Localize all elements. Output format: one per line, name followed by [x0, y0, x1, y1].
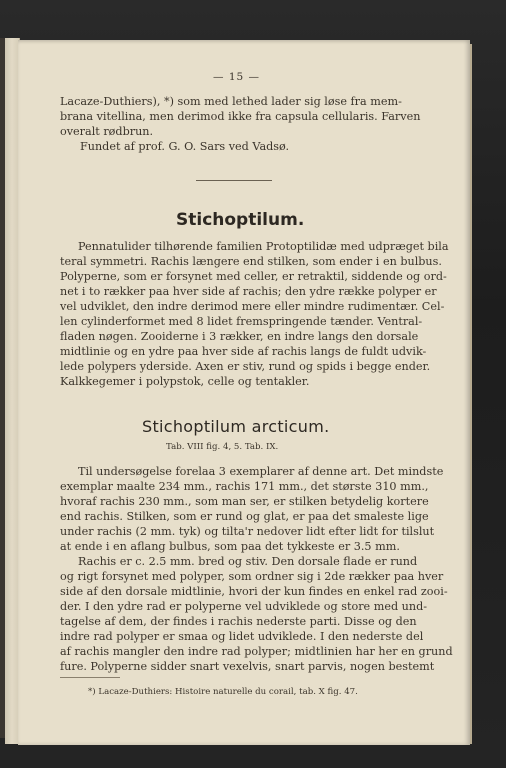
species-title: Stichoptilum arcticum.: [142, 417, 330, 436]
species-line: tagelse af dem, der findes i rachis nederste parti. Disse og den: [60, 615, 417, 628]
page-number: — 15 —: [213, 71, 261, 83]
species-line: exemplar maalte 234 mm., rachis 171 mm., det største 310 mm.,: [60, 480, 429, 493]
intro-line-3: overalt rødbrun.: [60, 125, 154, 138]
genus-line: Polyperne, som er forsynet med celler, er retraktil, siddende og ord-: [60, 270, 447, 283]
genus-line: net i to rækker paa hver side af rachis; den ydre række polyper er: [60, 285, 437, 298]
species-line: hvoraf rachis 230 mm., som man ser, er stilken betydelig kortere: [60, 495, 429, 508]
species-line: end rachis. Stilken, som er rund og glat, er paa det smaleste lige: [60, 510, 429, 523]
genus-line: len cylinderformet med 8 lidet fremspringende tænder. Ventral-: [60, 315, 423, 328]
genus-line: fladen nøgen. Zooiderne i 3 rækker, en indre langs den dorsale: [60, 330, 419, 343]
species-plate-reference: Tab. VIII fig. 4, 5. Tab. IX.: [166, 442, 279, 452]
footnote-rule: [60, 677, 120, 678]
genus-line: vel udviklet, den indre derimod mere eller mindre rudimentær. Cel-: [60, 300, 445, 313]
intro-line-2: brana vitellina, men derimod ikke fra capsula cellularis. Farven: [60, 110, 421, 123]
finder-line: Fundet af prof. G. O. Sars ved Vadsø.: [80, 140, 290, 153]
genus-line: lede polypers yderside. Axen er stiv, rund og spids i begge ender.: [60, 360, 431, 373]
footnote: *) Lacaze-Duthiers: Histoire naturelle du corail, tab. X fig. 47.: [88, 687, 358, 697]
genus-line: Pennatulider tilhørende familien Protoptilidæ med udpræget bila: [78, 240, 449, 253]
species-line: indre rad polyper er smaa og lidet udviklede. I den nederste del: [60, 630, 424, 643]
species-line: og rigt forsynet med polyper, som ordner sig i 2de rækker paa hver: [60, 570, 444, 583]
genus-line: teral symmetri. Rachis længere end stilken, som ender i en bulbus.: [60, 255, 442, 268]
species-line: Til undersøgelse forelaa 3 exemplarer af denne art. Det mindste: [78, 465, 444, 478]
section-divider: [196, 180, 272, 181]
species-line: at ende i en aflang bulbus, som paa det tykkeste er 3.5 mm.: [60, 540, 400, 553]
species-line: der. I den ydre rad er polyperne vel udviklede og store med und-: [60, 600, 428, 613]
species-line: side af den dorsale midtlinie, hvori der kun findes en enkel rad zooi-: [60, 585, 448, 598]
genus-line: midtlinie og en ydre paa hver side af rachis langs de fuldt udvik-: [60, 345, 427, 358]
intro-line-1: Lacaze-Duthiers), *) som med lethed lader sig løse fra mem-: [60, 95, 402, 108]
book-page: [18, 40, 470, 745]
genus-line: Kalkkegemer i polypstok, celle og tentakler.: [60, 375, 310, 388]
species-line: fure. Polyperne sidder snart vexelvis, snart parvis, nogen bestemt: [60, 660, 435, 673]
species-line: af rachis mangler den indre rad polyper; midtlinien har her en grund: [60, 645, 453, 658]
species-line: under rachis (2 mm. tyk) og tilta'r nedover lidt efter lidt for tilslut: [60, 525, 435, 538]
genus-title: Stichoptilum.: [176, 210, 305, 230]
species-line: Rachis er c. 2.5 mm. bred og stiv. Den dorsale flade er rund: [78, 555, 418, 568]
